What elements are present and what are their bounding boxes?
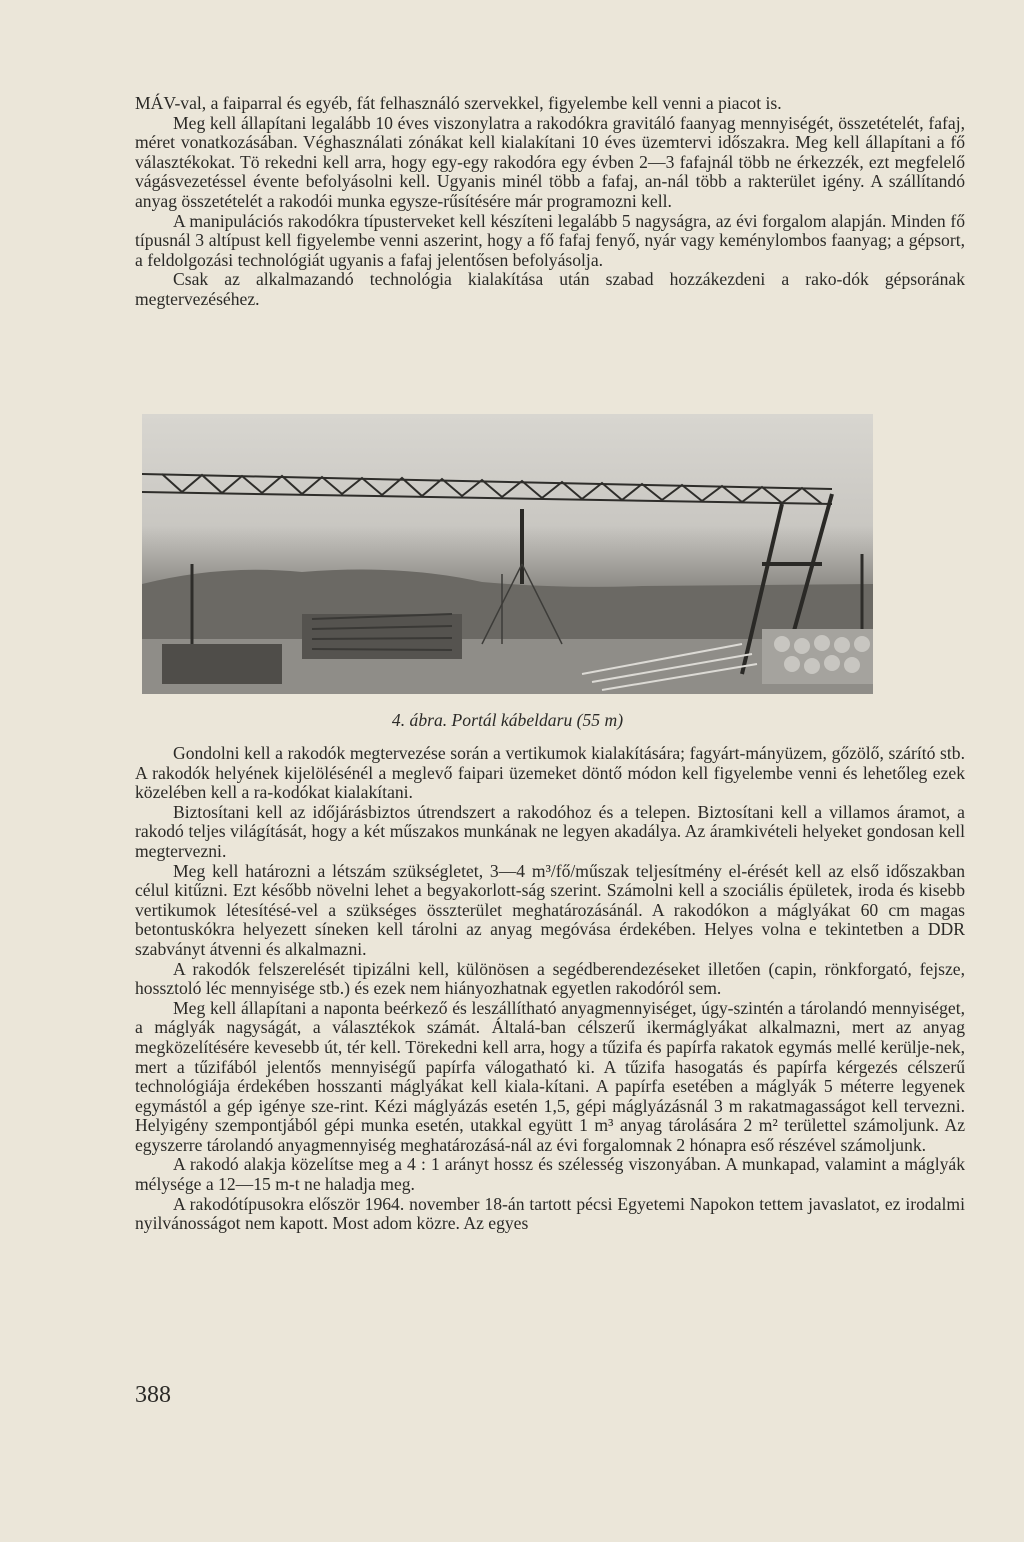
photo-illustration (142, 414, 873, 694)
crane-girder (142, 474, 832, 504)
paragraph: A manipulációs rakodókra típusterveket kell készíteni legalább 5 nagyságra, az évi forgalom alapján. Minden fő típusnál 3 altípust kell figyelembe venni aszerint, hogy a fő fafaj fenyő, nyár vagy keménylombos faanyag; a gépsort, a feldolgozási technológiát ugyanis a fafaj jelentősen befolyásolja. (135, 210, 965, 270)
figure-caption: 4. ábra. Portál kábeldaru (55 m) (391, 710, 624, 730)
top-text-block (135, 94, 965, 310)
bottom-text-block (135, 744, 965, 1234)
paragraph: Biztosítani kell az időjárásbiztos útrendszert a rakodóhoz és a telepen. Biztosítani kell a villamos áramot, a rakodó teljes világítását, hogy a két műszakos munkának ne legyen akadálya. Az áramkivételi helyeket gondosan kell megtervezni. (135, 801, 965, 861)
paragraph: MÁV-val, a faiparral és egyéb, fát felhasználó szervekkel, figyelembe kell venni a piacot is. (135, 93, 782, 113)
paragraph: A rakodótípusokra először 1964. november 18-án tartott pécsi Egyetemi Napokon tettem javaslatot, ez irodalmi nyilvánosságot nem kapott. Most adom közre. Az egyes (135, 1193, 965, 1234)
paragraph: A rakodó alakja közelítse meg a 4 : 1 arányt hossz és szélesség viszonyában. A munkapad, valamint a máglyák mélysége a 12—15 m-t ne haladja meg. (135, 1154, 965, 1195)
paragraph: Csak az alkalmazandó technológia kialakítása után szabad hozzákezdeni a rako-dók gépsorának megtervezéséhez. (135, 269, 965, 309)
paragraph: A rakodók felszerelését tipizálni kell, különösen a segédberendezéseket illetően (capin, rönkforgató, fejsze, hossztoló léc mennyisége stb.) és ezek nem hiányozhatnak egyetlen rakodóról sem. (135, 958, 965, 999)
paragraph: Meg kell állapítani legalább 10 éves viszonylatra a rakodókra gravitáló faanyag mennyiségét, összetételét, fafaj, méret vonatkozásában. Véghasználati zónákat kell kialakítani 10 éves üzemtervi időszakra. Meg kell állapítani a fő választékokat. Tö rekedni kell arra, hogy egy-egy rakodóra egy évben 2—3 fafajnál több ne érkezzék, ezt megfelelő vágásvezetéssel évente befolyásolni kell. Ugyanis minél több a fafaj, an-nál több a rakterület igény. A szállítandó anyag összetételét a rakodói munka egysze-rűsítésére már programozni kell. (135, 112, 965, 211)
paragraph: Meg kell határozni a létszám szükségletet, 3—4 m³/fő/műszak teljesítmény el-érését kell az első időszakban célul kitűzni. Ezt később növelni lehet a begyakorlott-ság szerint. Számolni kell a szociális épületek, iroda és kisebb vertikumok létesítésé-vel a szükséges összterület meghatározásánál. A rakodókon a máglyákat 60 cm magas betontuskókra helyezett síneken kell tárolni az anyag megóvása érdekében. Helyes volna e tekintetben a DDR szabványt átvenni és alkalmazni. (135, 860, 965, 959)
page-number: 388 (135, 1382, 171, 1408)
paragraph: Meg kell állapítani a naponta beérkező és leszállítható anyagmennyiséget, úgy-szintén a tárolandó mennyiséget, a máglyák nagyságát, a választékok számát. Általá-ban célszerű ikermáglyákat alkalmazni, mert az anyag megközelítésére kevesebb út, tér kell. Törekedni kell arra, hogy a tűzifa és papírfa rakatok egymás mellé kerülje-nek, mert a tűzifából jelentős mennyiségű papírfa válogatható ki. A tűzifa hasogatás és papírfa kérgezés célszerű technológiája érdekében hosszanti máglyákat kell kiala-kítani. A papírfa esetében a máglyák 5 méterre legyenek egymástól a gép igénye sze-rint. Kézi máglyázás esetén 1,5, gépi máglyázásnál 3 m rakatmagasságot kell tervezni. Helyigény szempontjából gépi munka esetén, utakkal együtt 1 m³ anyag tárolására 2 m² területtel számoljunk. Az egyszerre tárolandó anyagmennyiség meghatározásá-nál az évi forgalomnak 2 hónapra eső részével számoljunk. (135, 997, 965, 1155)
crane-photo (142, 414, 873, 694)
paragraph: Gondolni kell a rakodók megtervezése során a vertikumok kialakítására; fagyárt-mányüzem, gőzölő, szárító stb. A rakodók helyének kijelölésénél a meglevő faipari üzemeket döntő módon kell figyelembe venni és lehetőleg ezek közelében kell a ra-kodókat kialakítani. (135, 743, 965, 803)
